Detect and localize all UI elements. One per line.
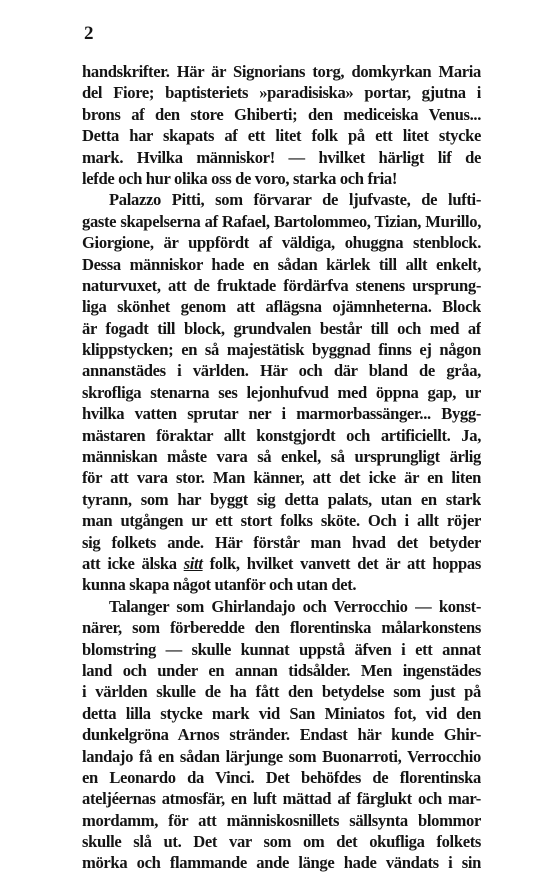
text-line: Detta har skapats af ett litet folk på ett litet stycke <box>82 126 481 146</box>
text-line: land och under en annan tidsålder. Men ingenstädes <box>82 660 481 680</box>
text-line: mark. Hvilka människor! — hvilket härligt lif de <box>82 147 481 167</box>
text-line: närer, som förberedde den florentinska målarkonstens <box>82 618 481 638</box>
text-line: naturvuxet, att de fruktade fördärfva stenens ursprung- <box>82 275 481 295</box>
text-line: brons af den store Ghiberti; den mediceiska Venus... <box>82 104 481 124</box>
body-text <box>82 61 481 874</box>
text-line: kunna skapa något utanför och utan det. <box>82 575 357 595</box>
text-line: skulle slå ut. Det var som om det okufliga folkets <box>82 832 481 852</box>
text-line: mörka och flammande ande länge hade vändats i sin <box>82 853 481 873</box>
text-line: dunkelgröna Arnos stränder. Endast här kunde Ghir- <box>82 725 481 745</box>
text-line: hvilka vatten sprutar ner i marmorbassänger... Bygg- <box>82 404 481 424</box>
text-line: gaste skapelserna af Rafael, Bartolommeo, Tizian, Murillo, <box>82 211 481 231</box>
text-line: i världen skulle de ha fått den betydelse som just på <box>82 682 481 702</box>
emphasized-word: sitt <box>183 553 203 573</box>
page-number: 2 <box>84 23 94 44</box>
text-line: mordamm, för att människosnillets sällsynta blommor <box>82 810 481 830</box>
text-line: är fogadt till block, grundvalen består till och med af <box>82 318 481 338</box>
text-segment: folk, hvilket vanvett det är att hoppas <box>202 553 481 573</box>
text-line: människan måste vara så enkel, så ursprungligt ärlig <box>82 447 481 467</box>
text-segment: att icke älska <box>82 553 184 573</box>
text-line: Dessa människor hade en sådan kärlek till allt enkelt, <box>82 254 481 274</box>
text-line: del Fiore; baptisteriets »paradisiska» portar, gjutna i <box>82 83 481 103</box>
text-line: handskrifter. Här är Signorians torg, domkyrkan Maria <box>82 62 481 81</box>
text-line: Giorgione, är uppfördt af väldiga, ohuggna stenblock. <box>82 233 481 253</box>
text-line: Palazzo Pitti, som förvarar de ljufvaste, de lufti- <box>109 190 481 210</box>
text-line: blomstring — skulle kunnat uppstå äfven i ett annat <box>82 639 481 659</box>
text-line: för att vara stor. Man känner, att det icke är en liten <box>82 468 481 488</box>
text-line: detta lilla stycke mark vid San Miniatos fot, vid den <box>82 703 481 723</box>
text-line: landajo få en sådan lärjunge som Buonarroti, Verrocchio <box>82 746 481 766</box>
text-line: Talanger som Ghirlandajo och Verrocchio — konst- <box>109 596 481 616</box>
text-line: lefde och hur olika oss de voro, starka och fria! <box>82 168 398 188</box>
text-line: man utgången ur ett stort folks sköte. Och i allt röjer <box>82 511 481 531</box>
text-line: klippstycken; en så majestätisk byggnad finns ej någon <box>82 340 481 360</box>
text-line: sig folkets ande. Här förstår man hvad det betyder <box>82 532 481 552</box>
text-line: skrofliga stenarna ses lejonhufvud med öppna gap, ur <box>82 382 481 402</box>
text-line: annanstädes i världen. Här och där bland de gråa, <box>82 361 481 381</box>
text-line <box>82 553 481 574</box>
text-line: liga skönhet genom att aflägsna ojämnheterna. Block <box>82 297 481 317</box>
text-line: tyrann, som har byggt sig detta palats, utan en stark <box>82 489 481 509</box>
text-line: ateljéernas atmosfär, en luft mättad af färglukt och mar- <box>82 789 481 809</box>
text-line: en Leonardo da Vinci. Det behöfdes de florentinska <box>82 767 481 787</box>
text-line: mästaren föraktar allt konstgjordt och artificiellt. Ja, <box>82 425 481 445</box>
